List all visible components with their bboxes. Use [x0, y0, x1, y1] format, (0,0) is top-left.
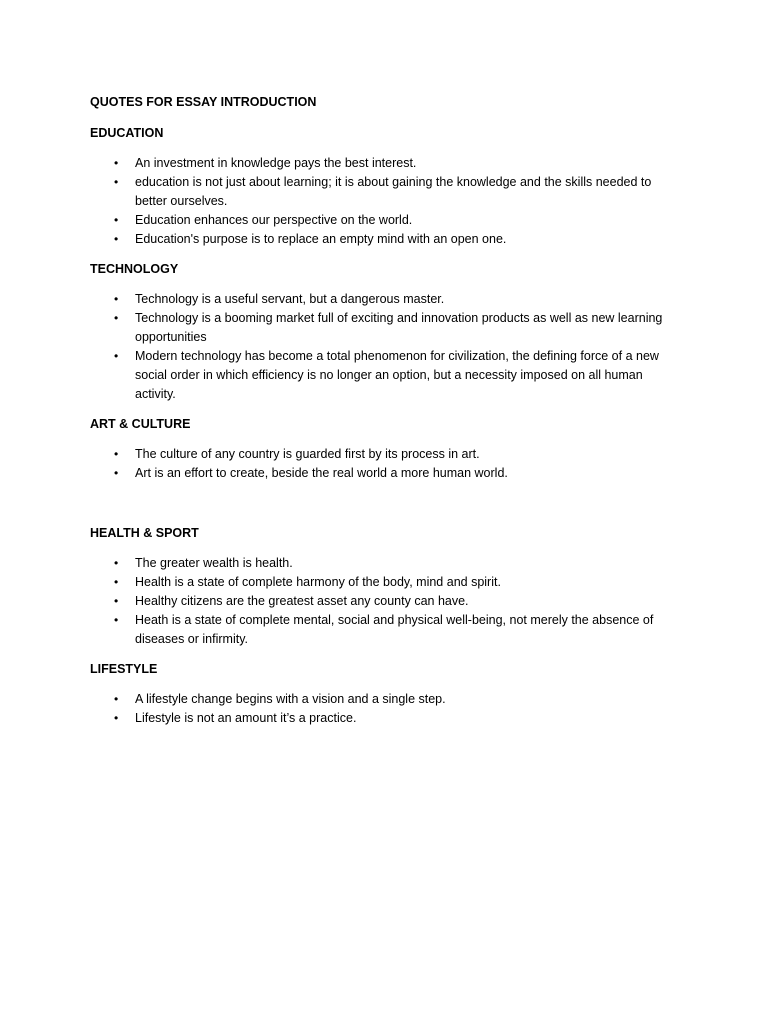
quote-text: Heath is a state of complete mental, social and physical well-being, not merely the absence of diseases or infirmity.: [135, 613, 654, 646]
list-item: [90, 690, 680, 709]
section-art-culture: [90, 415, 690, 483]
list-item: [90, 573, 680, 592]
bullet-icon: •: [114, 213, 119, 227]
bullet-icon: •: [114, 175, 119, 189]
bullet-icon: •: [114, 156, 119, 170]
quote-list: [90, 554, 690, 649]
bullet-icon: •: [114, 556, 119, 570]
list-item: [90, 309, 680, 347]
bullet-icon: •: [114, 613, 119, 627]
section-education: [90, 124, 690, 249]
quote-text: The greater wealth is health.: [135, 556, 293, 570]
bullet-icon: •: [114, 311, 119, 325]
section-heading: HEALTH & SPORT: [90, 526, 199, 540]
bullet-icon: •: [114, 349, 119, 363]
list-item: [90, 464, 680, 483]
quote-list: [90, 290, 690, 404]
quote-list: [90, 690, 690, 728]
document-title: QUOTES FOR ESSAY INTRODUCTION: [90, 95, 317, 109]
quote-text: Modern technology has become a total phenomenon for civilization, the defining force of a new social order in which efficiency is no longer an option, but a necessity imposed on all human activity.: [135, 349, 659, 401]
quote-text: A lifestyle change begins with a vision and a single step.: [135, 692, 446, 706]
bullet-icon: •: [114, 292, 119, 306]
list-item: [90, 154, 680, 173]
document-body: [90, 93, 690, 739]
quote-list: [90, 154, 690, 249]
quote-text: education is not just about learning; it is about gaining the knowledge and the skills needed to better ourselves.: [135, 175, 652, 208]
quote-text: Art is an effort to create, beside the real world a more human world.: [135, 466, 508, 480]
list-item: [90, 554, 680, 573]
quote-list: [90, 445, 690, 483]
section-technology: [90, 260, 690, 404]
list-item: [90, 230, 680, 249]
quote-text: An investment in knowledge pays the best interest.: [135, 156, 417, 170]
bullet-icon: •: [114, 575, 119, 589]
section-heading: LIFESTYLE: [90, 662, 158, 676]
bullet-icon: •: [114, 594, 119, 608]
section-health-sport: [90, 524, 690, 649]
list-item: [90, 211, 680, 230]
section-heading: ART & CULTURE: [90, 417, 191, 431]
quote-text: The culture of any country is guarded first by its process in art.: [135, 447, 480, 461]
section-heading: TECHNOLOGY: [90, 262, 179, 276]
bullet-icon: •: [114, 466, 119, 480]
section-lifestyle: [90, 660, 690, 728]
bullet-icon: •: [114, 692, 119, 706]
bullet-icon: •: [114, 711, 119, 725]
quote-text: Healthy citizens are the greatest asset any county can have.: [135, 594, 469, 608]
quote-text: Technology is a useful servant, but a dangerous master.: [135, 292, 445, 306]
quote-text: Lifestyle is not an amount it’s a practice.: [135, 711, 357, 725]
list-item: [90, 592, 680, 611]
list-item: [90, 290, 680, 309]
bullet-icon: •: [114, 447, 119, 461]
quote-text: Technology is a booming market full of exciting and innovation products as well as new learning opportunities: [135, 311, 663, 344]
paragraph-spacer: [90, 494, 690, 524]
list-item: [90, 173, 680, 211]
list-item: [90, 611, 680, 649]
list-item: [90, 709, 680, 728]
bullet-icon: •: [114, 232, 119, 246]
list-item: [90, 445, 680, 464]
section-heading: EDUCATION: [90, 126, 164, 140]
quote-text: Education's purpose is to replace an empty mind with an open one.: [135, 232, 507, 246]
quote-text: Health is a state of complete harmony of the body, mind and spirit.: [135, 575, 501, 589]
quote-text: Education enhances our perspective on the world.: [135, 213, 413, 227]
list-item: [90, 347, 680, 404]
